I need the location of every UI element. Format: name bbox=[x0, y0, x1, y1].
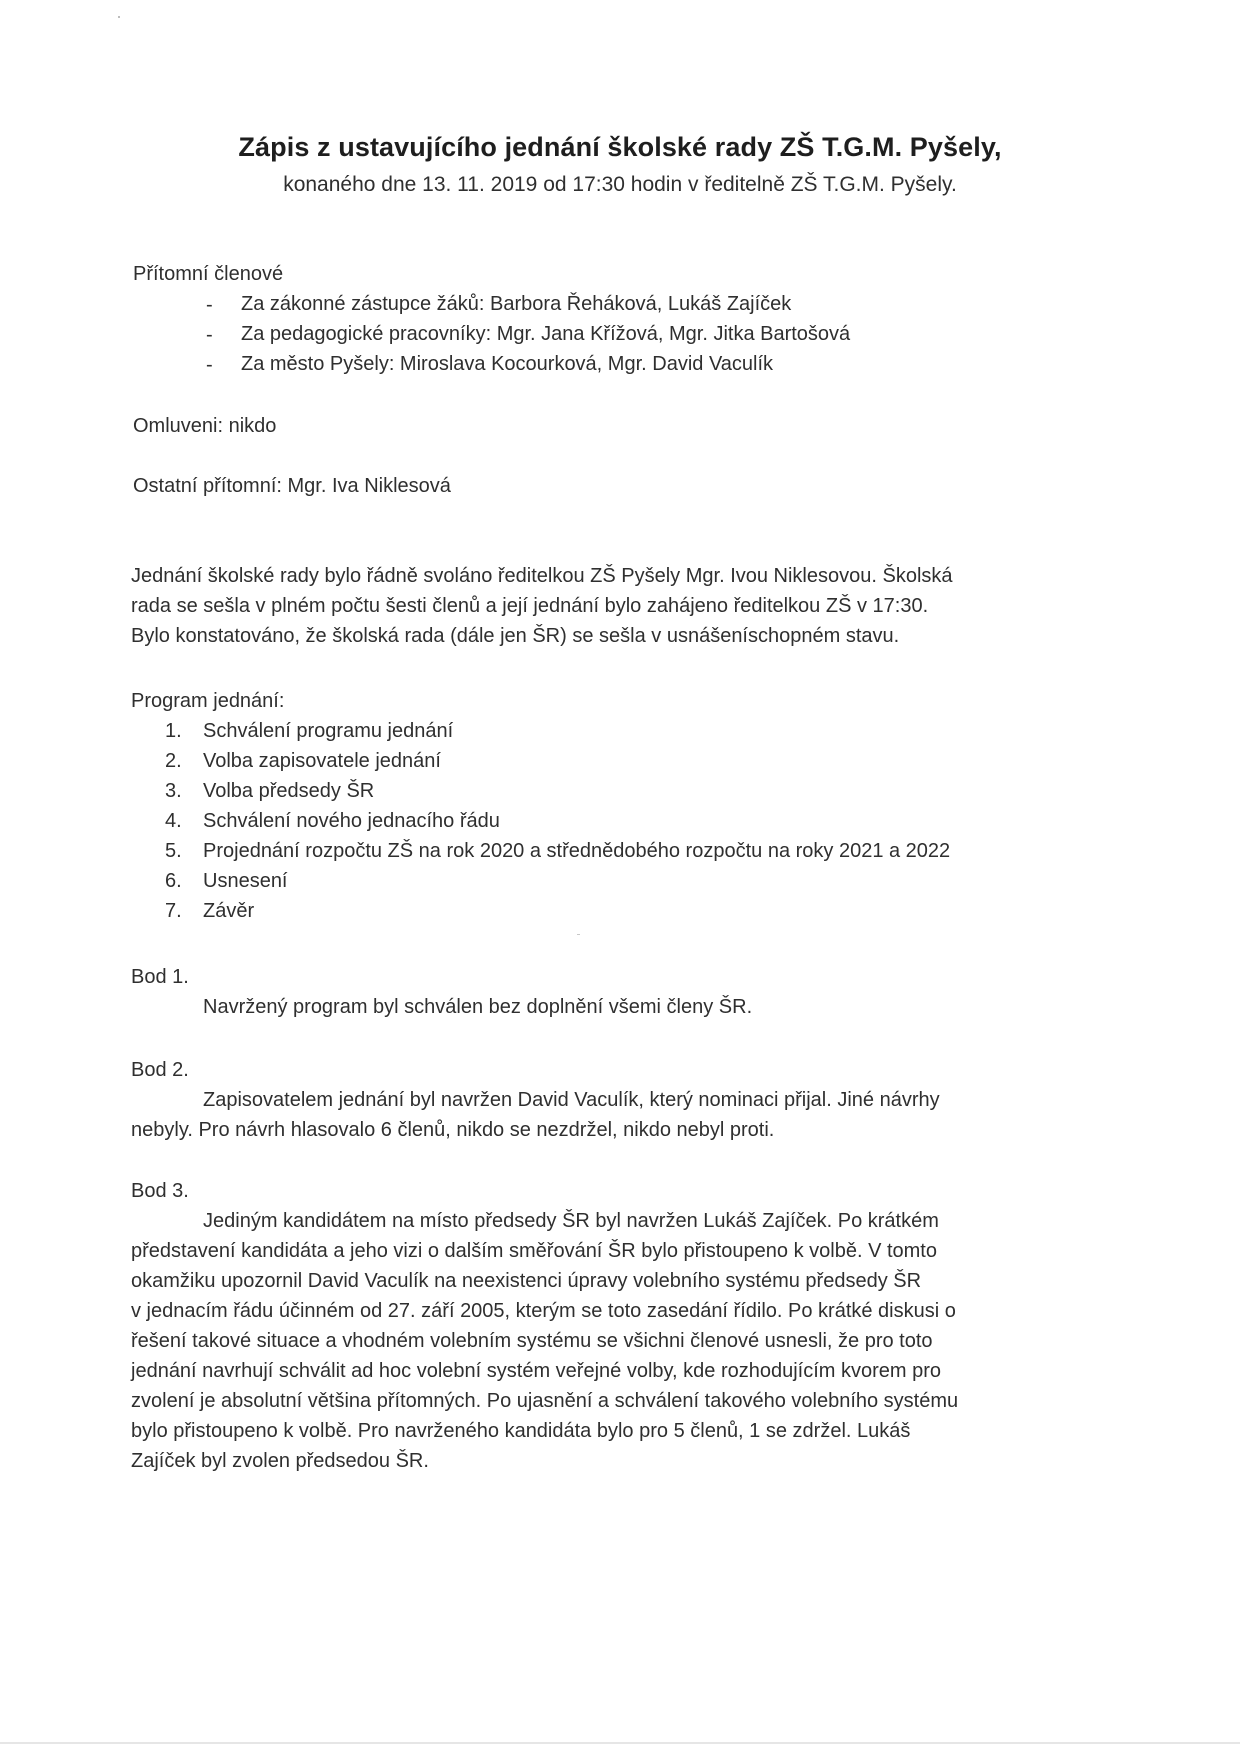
paragraph-line: okamžiku upozornil David Vaculík na neexistenci úpravy volebního systému předsedy ŠR bbox=[131, 1270, 922, 1292]
list-item: 3. Volba předsedy ŠR bbox=[165, 780, 375, 802]
scan-speck bbox=[118, 16, 120, 18]
present-group-teachers: Za pedagogické pracovníky: Mgr. Jana Křížová, Mgr. Jitka Bartošová bbox=[241, 323, 851, 345]
document-title: Zápis z ustavujícího jednání školské rady ZŠ T.G.M. Pyšely, bbox=[238, 132, 1002, 162]
excused-line: Omluveni: nikdo bbox=[133, 415, 277, 437]
point-1-text bbox=[203, 992, 752, 1022]
paragraph-line: Jednání školské rady bylo řádně svoláno ředitelkou ZŠ Pyšely Mgr. Ivou Niklesovou. Školská bbox=[131, 565, 953, 587]
paragraph-line: nebyly. Pro návrh hlasovalo 6 členů, nikdo se nezdržel, nikdo nebyl proti. bbox=[131, 1119, 775, 1141]
scan-speck bbox=[577, 934, 580, 935]
paragraph-line: bylo přistoupeno k volbě. Pro navrženého kandidáta bylo pro 5 členů, 1 se zdržel. Lukáš bbox=[131, 1420, 911, 1442]
list-item: 6. Usnesení bbox=[165, 870, 288, 892]
list-dash: - bbox=[206, 294, 213, 316]
paragraph-line: Jediným kandidátem na místo předsedy ŠR byl navržen Lukáš Zajíček. Po krátkém bbox=[203, 1210, 939, 1232]
paragraph-line: Zapisovatelem jednání byl navržen David Vaculík, který nominaci přijal. Jiné návrhy bbox=[203, 1089, 940, 1111]
list-item: 5. Projednání rozpočtu ZŠ na rok 2020 a střednědobého rozpočtu na roky 2021 a 2022 bbox=[165, 840, 951, 862]
point-2-text bbox=[131, 1085, 940, 1145]
paragraph-line: zvolení je absolutní většina přítomných. Po ujasnění a schválení takového volebního systému bbox=[131, 1390, 959, 1412]
intro-paragraph bbox=[131, 561, 953, 651]
point-3-label: Bod 3. bbox=[131, 1180, 189, 1202]
document-subtitle: konaného dne 13. 11. 2019 od 17:30 hodin v ředitelně ZŠ T.G.M. Pyšely. bbox=[283, 173, 957, 196]
paragraph-line: představení kandidáta a jeho vizi o dalším směřování ŠR bylo přistoupeno k volbě. V tomto bbox=[131, 1240, 937, 1262]
list-dash: - bbox=[206, 324, 213, 346]
present-group-parents: Za zákonné zástupce žáků: Barbora Řeháková, Lukáš Zajíček bbox=[241, 293, 792, 315]
paragraph-line: řešení takové situace a vhodném volebním systému se všichni členové usnesli, že pro toto bbox=[131, 1330, 933, 1352]
list-item: 1. Schválení programu jednání bbox=[165, 720, 454, 742]
scan-bottom-edge bbox=[0, 1742, 1240, 1744]
list-dash: - bbox=[206, 354, 213, 376]
paragraph-line: Zajíček byl zvolen předsedou ŠR. bbox=[131, 1450, 429, 1472]
program-label: Program jednání: bbox=[131, 690, 285, 712]
present-members-label: Přítomní členové bbox=[133, 263, 284, 285]
paragraph-line: Bylo konstatováno, že školská rada (dále jen ŠR) se sešla v usnášeníschopném stavu. bbox=[131, 625, 900, 647]
paragraph-line: v jednacím řádu účinném od 27. září 2005, kterým se toto zasedání řídilo. Po krátké diskusi o bbox=[131, 1300, 956, 1322]
list-item: 2. Volba zapisovatele jednání bbox=[165, 750, 441, 772]
present-group-town: Za město Pyšely: Miroslava Kocourková, Mgr. David Vaculík bbox=[241, 353, 774, 375]
paragraph-line: Navržený program byl schválen bez doplnění všemi členy ŠR. bbox=[203, 996, 753, 1018]
list-item: 4. Schválení nového jednacího řádu bbox=[165, 810, 500, 832]
paragraph-line: jednání navrhují schválit ad hoc volební systém veřejné volby, kde rozhodujícím kvorem pro bbox=[131, 1360, 942, 1382]
point-3-text bbox=[131, 1206, 958, 1476]
point-2-label: Bod 2. bbox=[131, 1059, 189, 1081]
point-1-label: Bod 1. bbox=[131, 966, 189, 988]
program-list bbox=[165, 716, 950, 926]
paragraph-line: rada se sešla v plném počtu šesti členů a její jednání bylo zahájeno ředitelkou ZŠ v 17:30. bbox=[131, 595, 929, 617]
list-item: 7. Závěr bbox=[165, 900, 255, 922]
others-present-line: Ostatní přítomní: Mgr. Iva Niklesová bbox=[133, 475, 451, 497]
